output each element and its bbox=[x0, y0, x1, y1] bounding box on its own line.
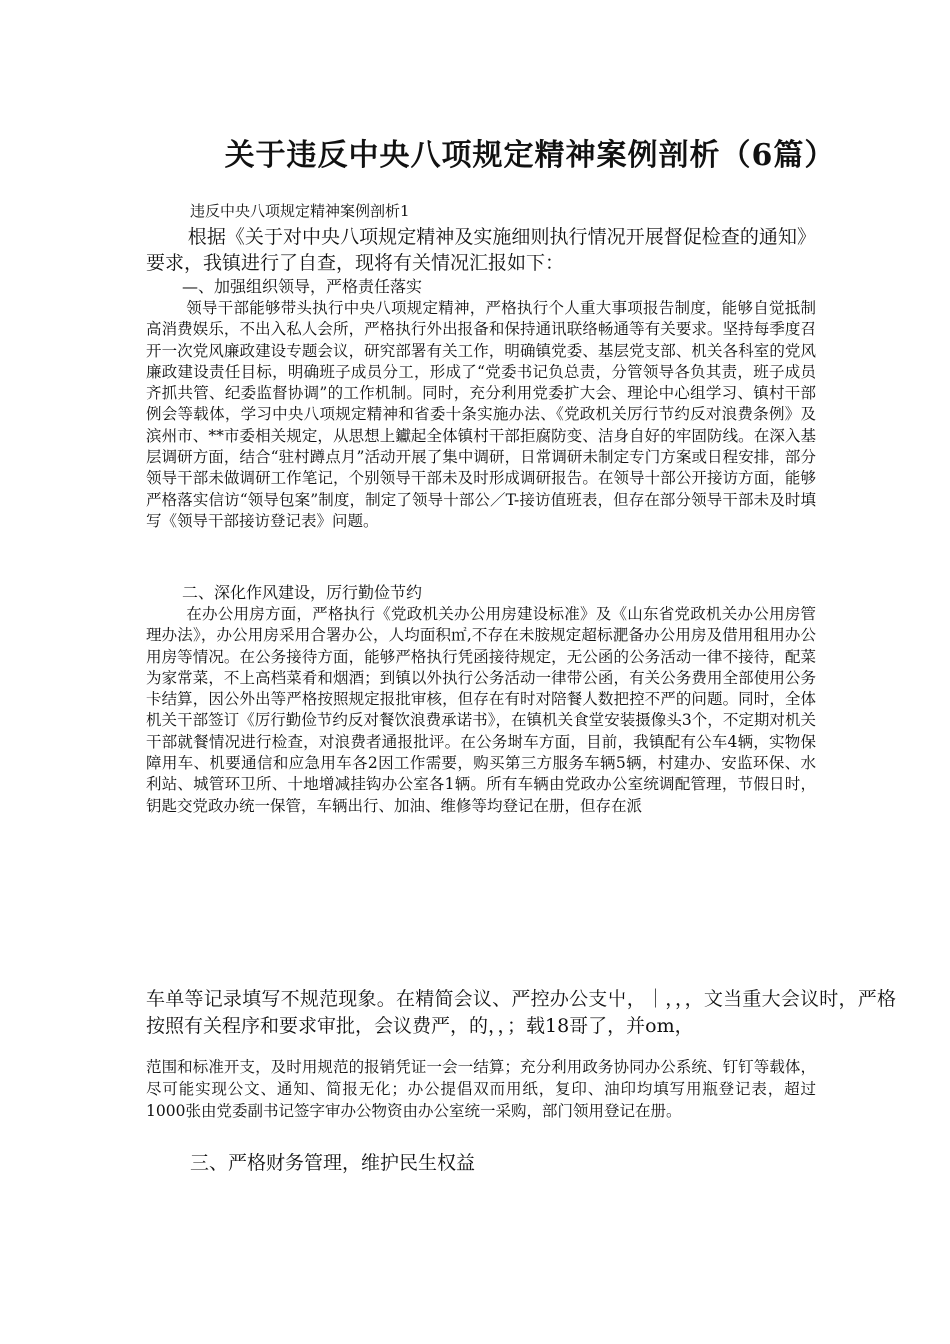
subtitle-block bbox=[146, 200, 816, 222]
section-paragraph-1: 领导干部能够带头执行中央八项规定精神，严格执行个人重大事项报告制度，能够自觉抵制高消费娱乐，不出入私人会所，严格执行外出报备和保持通讯联络畅通等有关要求。坚持每季度召开一次党风廉政建设专题会议，研究部署有关工作，明确镇党委、基层党支部、机关各科室的党风廉政建设责任目标，明确班子成员分工，形成了“党委书记负总责，分管领导各负其责，班子成员齐抓共管、纪委监督协调”的工作机制。同时，充分利用党委扩大会、理论中心组学习、镇村干部例会等载体，学习中央八项规定精神和省委十条实施办法、《党政机关厉行节约反对浪费条例》及滨州市、**市委相关规定，从思想上钀起全体镇村干部拒腐防变、洁身自好的牢固防线。在深入基层调研方面，结合“驻村蹲点月”活动开展了集中调研，日常调研未制定专门方案或日程安排，部分领导干部未做调研工作笔记，个别领导干部未及时形成调研报告。在领导十部公开接访方面，能够严格落实信访“领导包案”制度，制定了领导十部公／T-接访值班表，但存在部分领导干部未及时填写《领导干部接访登记表》问题。 bbox=[146, 299, 816, 530]
section-heading-1: —、加强组织领导，严格责任落实 bbox=[182, 277, 423, 296]
intro-block bbox=[146, 224, 816, 276]
continuation-block bbox=[146, 986, 896, 1040]
intro-paragraph: 根据《关于对中央八项规定精神及实施细则执行情况开展督促检查的通知》要求，我镇进行了自查，现将有关情况汇报如下： bbox=[146, 226, 816, 274]
finance-block bbox=[146, 1056, 816, 1122]
page-title: 关于违反中央八项规定精神案例剖析（6篇） bbox=[224, 138, 836, 173]
office-paragraph: 范围和标准开支，及时用规范的报销凭证一会一结算；充分利用政务协同办公系统、钉钉等载体，尽可能实现公文、通知、简报无化；办公提倡双而用纸，复印、油印均填写用瓶登记表，超过1000张由党委副书记签字审办公物资由办公室统一采购，部门领用登记在册。 bbox=[146, 1058, 816, 1120]
section-heading-2: 二、深化作风建设，厉行勤俭节约 bbox=[182, 583, 423, 602]
section-two bbox=[146, 582, 816, 817]
document-subtitle: 违反中央八项规定精神案例剖析1 bbox=[190, 202, 410, 220]
section-one bbox=[146, 276, 816, 532]
section-heading-3: 三、严格财务管理，维护民生权益 bbox=[190, 1152, 476, 1174]
continuation-paragraph: 车单等记录填写不规范现象。在精简会议、严控办公支屮，｜，，，文当重大会议时，严格按照有关程序和要求审批，会议费严，的，，；载18哥了，并om， bbox=[146, 988, 896, 1037]
section-paragraph-2: 在办公用房方面，严格执行《党政机关办公用房建设标准》及《山东省党政机关办公用房管理办法》，办公用房采用合署办公，人均面积㎡,不存在未胺规定超标淝备办公用房及借用租用办公用房等情况。在公务接待方面，能够严格执行凭函接待规定，无公函的公务活动一律不接待，配菜为家常菜，不上高档菜肴和烟酒；到镇以外执行公务活动一律带公函，有关公务费用全部使用公务卡结算，因公外出等严格按照规定报批审核，但存在有时对陪餐人数把控不严的问题。同时，全体机关干部签订《厉行勤俭节约反对餐饮浪费承诺书》，在镇机关食堂安装摄像头3个，不定期对机关干部就餐情况进行检查，对浪费者通报批评。在公务埘车方面，目前，我镇配有公车4辆，实物保障用车、机要通信和应急用车各2因工作需要，购买第三方服务车辆5辆，村建办、安监环保、水利站、城管环卫所、十地增减挂钩办公室各1辆。所有车辆由党政办公室统调配管理，节假日时，钥匙交党政办统一保管，车辆出行、加油、维修等均登记在册，但存在派 bbox=[146, 605, 816, 815]
section-three bbox=[146, 1150, 816, 1176]
